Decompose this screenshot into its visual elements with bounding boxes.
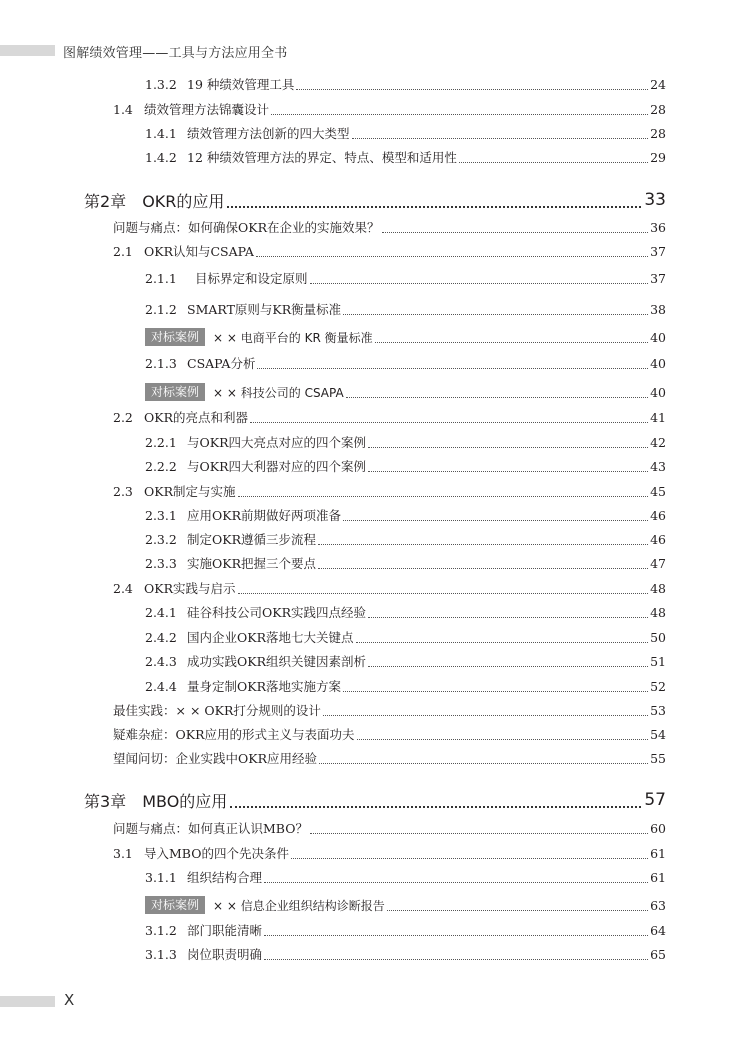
- page-ref: 28: [650, 125, 666, 141]
- page-ref: 48: [650, 604, 666, 620]
- page-ref: 55: [650, 750, 666, 766]
- page-ref: 51: [650, 653, 666, 669]
- case-tag: 对标案例: [145, 896, 205, 914]
- section-number: 2.3.1: [145, 507, 177, 523]
- section-title: 量身定制OKR落地实施方案: [187, 679, 341, 694]
- page-ref: 57: [644, 790, 666, 810]
- section-title: 望闻问切：企业实践中OKR应用经验: [113, 751, 317, 766]
- section-title: 制定OKR遵循三步流程: [187, 532, 316, 547]
- case-tag: 对标案例: [145, 383, 205, 401]
- section-title: 12 种绩效管理方法的界定、特点、模型和适用性: [187, 150, 457, 165]
- section-number: 3.1.3: [145, 946, 177, 962]
- section-title: 应用OKR前期做好两项准备: [187, 508, 341, 523]
- page-ref: 46: [650, 531, 666, 547]
- section-number: 1.4: [113, 101, 133, 117]
- dot-leader: [318, 544, 648, 545]
- dot-leader: [264, 959, 648, 960]
- page-ref: 43: [650, 458, 666, 474]
- case-entry: [145, 328, 666, 346]
- footer-bar: [0, 996, 55, 1007]
- dot-leader: [310, 283, 649, 284]
- dot-leader: [291, 858, 648, 859]
- section-title: 问题与痛点：如何真正认识MBO？: [113, 821, 308, 836]
- dot-leader: [356, 642, 649, 643]
- section-title: 19 种绩效管理工具: [187, 77, 295, 92]
- toc-entry: [145, 554, 666, 572]
- dot-leader: [319, 763, 648, 764]
- section-title: 成功实践OKR组织关键因素剖析: [187, 654, 366, 669]
- section-title: OKR制定与实施: [144, 484, 236, 499]
- page-ref: 63: [650, 897, 666, 913]
- dot-leader: [323, 715, 648, 716]
- dot-leader: [238, 593, 649, 594]
- case-entry: [145, 896, 666, 914]
- dot-leader: [352, 138, 649, 139]
- page-ref: 47: [650, 555, 666, 571]
- section-number: 2.1.2: [145, 301, 177, 317]
- toc-entry: [145, 506, 666, 524]
- section-title: 与OKR四大亮点对应的四个案例: [187, 435, 366, 450]
- dot-leader: [343, 314, 648, 315]
- section-title: 硅谷科技公司OKR实践四点经验: [187, 605, 366, 620]
- section-number: 2.3.2: [145, 531, 177, 547]
- dot-leader: [310, 833, 648, 834]
- section-number: 2.1.3: [145, 355, 177, 371]
- section-number: 1.4.1: [145, 125, 177, 141]
- toc-entry: [145, 603, 666, 621]
- page-ref: 40: [650, 384, 666, 400]
- section-title: 组织结构合理: [187, 870, 263, 885]
- section-number: 2.4.1: [145, 604, 177, 620]
- dot-leader: [227, 206, 641, 208]
- toc-entry: [145, 628, 666, 646]
- section-number: 2.2.2: [145, 458, 177, 474]
- section-title: 疑难杂症：OKR应用的形式主义与表面功夫: [113, 727, 355, 742]
- toc-entry: [113, 218, 666, 236]
- section-title: 部门职能清晰: [187, 923, 263, 938]
- toc-entry: [145, 300, 666, 318]
- chapter-title: OKR的应用: [142, 191, 225, 211]
- toc-entry: [145, 354, 666, 372]
- case-title: × × 信息企业组织结构诊断报告: [213, 898, 385, 913]
- toc-entry: [145, 433, 666, 451]
- page-ref: 61: [650, 845, 666, 861]
- section-title: OKR的亮点和利器: [144, 410, 248, 425]
- toc-entry: [113, 725, 666, 743]
- section-number: 1.4.2: [145, 149, 177, 165]
- page-ref: 42: [650, 434, 666, 450]
- section-title: 实施OKR把握三个要点: [187, 556, 316, 571]
- page-ref: 38: [650, 301, 666, 317]
- toc-entry: [145, 530, 666, 548]
- section-title: 问题与痛点：如何确保OKR在企业的实施效果？: [113, 220, 380, 235]
- page-ref: 28: [650, 101, 666, 117]
- section-number: 2.4.3: [145, 653, 177, 669]
- case-tag: 对标案例: [145, 328, 205, 346]
- chapter-number: 第2章: [84, 191, 127, 211]
- page-ref: 33: [644, 190, 666, 210]
- section-number: 2.3: [113, 483, 133, 499]
- toc-entry: [145, 148, 666, 166]
- section-title: 导入MBO的四个先决条件: [144, 846, 289, 861]
- section-number: 2.2.1: [145, 434, 177, 450]
- section-title: OKR认知与CSAPA: [144, 244, 254, 259]
- section-title: 与OKR四大利器对应的四个案例: [187, 459, 366, 474]
- chapter-heading: [84, 188, 666, 212]
- section-number: 1.3.2: [145, 76, 177, 92]
- toc-entry: [145, 124, 666, 142]
- toc-entry: [113, 749, 666, 767]
- section-number: 2.1.1: [145, 270, 177, 286]
- toc-entry: [145, 945, 666, 963]
- page-ref: 64: [650, 922, 666, 938]
- section-number: 3.1.1: [145, 869, 177, 885]
- toc-entry: [113, 844, 666, 862]
- section-title: 绩效管理方法锦囊设计: [144, 102, 270, 117]
- section-number: 3.1.2: [145, 922, 177, 938]
- toc-entry: [145, 677, 666, 695]
- chapter-heading: [84, 788, 666, 812]
- dot-leader: [375, 342, 649, 343]
- dot-leader: [238, 496, 649, 497]
- dot-leader: [264, 882, 648, 883]
- dot-leader: [257, 368, 648, 369]
- toc-entry: [145, 652, 666, 670]
- section-title: 绩效管理方法创新的四大类型: [187, 126, 350, 141]
- dot-leader: [250, 422, 648, 423]
- page-ref: 61: [650, 869, 666, 885]
- section-title: 国内企业OKR落地七大关键点: [187, 630, 354, 645]
- toc-entry: [113, 819, 666, 837]
- section-number: 2.1: [113, 243, 133, 259]
- dot-leader: [264, 935, 648, 936]
- page-number: X: [64, 991, 75, 1009]
- page-ref: 53: [650, 702, 666, 718]
- page-ref: 50: [650, 629, 666, 645]
- page-ref: 37: [650, 243, 666, 259]
- toc-entry: [113, 100, 666, 118]
- case-title: × × 电商平台的 KR 衡量标准: [213, 330, 373, 345]
- chapter-title: MBO的应用: [142, 791, 228, 811]
- chapter-number: 第3章: [84, 791, 127, 811]
- toc-entry: [113, 701, 666, 719]
- toc-entry: [145, 269, 666, 287]
- dot-leader: [318, 568, 648, 569]
- toc-entry: [145, 921, 666, 939]
- page-ref: 60: [650, 820, 666, 836]
- dot-leader: [368, 447, 648, 448]
- dot-leader: [382, 232, 649, 233]
- dot-leader: [368, 666, 648, 667]
- section-number: 2.3.3: [145, 555, 177, 571]
- dot-leader: [346, 397, 648, 398]
- dot-leader: [343, 691, 648, 692]
- page-ref: 29: [650, 149, 666, 165]
- case-entry: [145, 383, 666, 401]
- dot-leader: [343, 520, 648, 521]
- dot-leader: [357, 739, 649, 740]
- toc-entry: [145, 457, 666, 475]
- case-title: × × 科技公司的 CSAPA: [213, 385, 344, 400]
- section-number: 3.1: [113, 845, 133, 861]
- section-number: 2.2: [113, 409, 133, 425]
- page-ref: 52: [650, 678, 666, 694]
- page-ref: 24: [650, 76, 666, 92]
- page-ref: 37: [650, 270, 666, 286]
- toc-entry: [113, 408, 666, 426]
- section-number: 2.4.4: [145, 678, 177, 694]
- dot-leader: [296, 89, 648, 90]
- dot-leader: [459, 162, 648, 163]
- page-ref: 48: [650, 580, 666, 596]
- section-number: 2.4.2: [145, 629, 177, 645]
- page-ref: 36: [650, 219, 666, 235]
- page-ref: 41: [650, 409, 666, 425]
- dot-leader: [256, 256, 648, 257]
- page-ref: 40: [650, 329, 666, 345]
- section-title: CSAPA分析: [187, 356, 256, 371]
- dot-leader: [271, 114, 648, 115]
- dot-leader: [230, 806, 641, 808]
- section-title: 最佳实践：× × OKR打分规则的设计: [113, 703, 321, 718]
- toc-entry: [113, 242, 666, 260]
- dot-leader: [387, 910, 648, 911]
- dot-leader: [368, 471, 648, 472]
- running-header-title: 图解绩效管理——工具与方法应用全书: [63, 46, 288, 61]
- page-ref: 40: [650, 355, 666, 371]
- toc-entry: [145, 868, 666, 886]
- section-title: 岗位职责明确: [187, 947, 263, 962]
- toc-entry: [113, 482, 666, 500]
- page-ref: 46: [650, 507, 666, 523]
- dot-leader: [368, 617, 648, 618]
- section-number: 2.4: [113, 580, 133, 596]
- header-bar: [0, 45, 55, 56]
- toc-entry: [145, 75, 666, 93]
- section-title: SMART原则与KR衡量标准: [187, 302, 342, 317]
- page-ref: 45: [650, 483, 666, 499]
- page-ref: 65: [650, 946, 666, 962]
- section-title: OKR实践与启示: [144, 581, 236, 596]
- section-title: 目标界定和设定原则: [195, 271, 308, 286]
- page-ref: 54: [650, 726, 666, 742]
- toc-entry: [113, 579, 666, 597]
